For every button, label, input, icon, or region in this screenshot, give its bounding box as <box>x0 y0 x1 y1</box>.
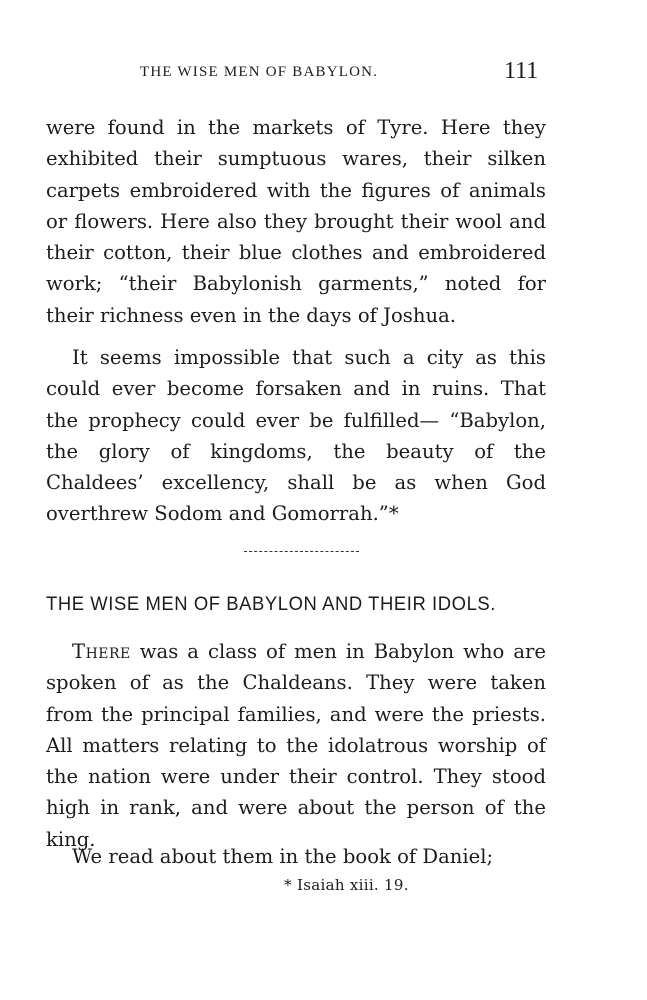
section-divider <box>244 551 359 552</box>
footnote <box>0 876 647 894</box>
page-header <box>0 60 647 90</box>
paragraph-chaldeans <box>46 636 546 855</box>
footnote-text: * Isaiah xiii. 19. <box>284 876 409 894</box>
lead-word: There <box>72 640 131 663</box>
paragraph-book-of-daniel: We read about them in the book of Daniel; <box>72 845 494 868</box>
paragraph-chaldeans-text: was a class of men in Babylon who are spoken of as the Chaldeans. They were taken from the principal families, and were the priests. All matters relating to the idolatrous worship of the nation were under their control. They stood high in rank, and were about the person of the king. <box>46 640 546 851</box>
section-heading: THE WISE MEN OF BABYLON AND THEIR IDOLS. <box>46 594 496 615</box>
page-number: 111 <box>504 58 539 84</box>
paragraph-markets-of-tyre: were found in the markets of Tyre. Here they exhibited their sumptuous wares, their silken carpets embroidered with the figures of animals or flowers. Here also they brought their wool and their cotton, their blue clothes and embroidered work; “their Babylonish garments,” noted for their richness even in the days of Joshua. <box>46 116 546 327</box>
running-title: THE WISE MEN OF BABYLON. <box>140 64 379 80</box>
paragraph-prophecy: It seems impossible that such a city as this could ever become forsaken and in ruins. That the prophecy could ever be fulfilled— “Babylon, the glory of kingdoms, the beauty of the Chaldees’ excellency, shall be as when God overthrew Sodom and Gomorrah.”* <box>46 346 546 526</box>
